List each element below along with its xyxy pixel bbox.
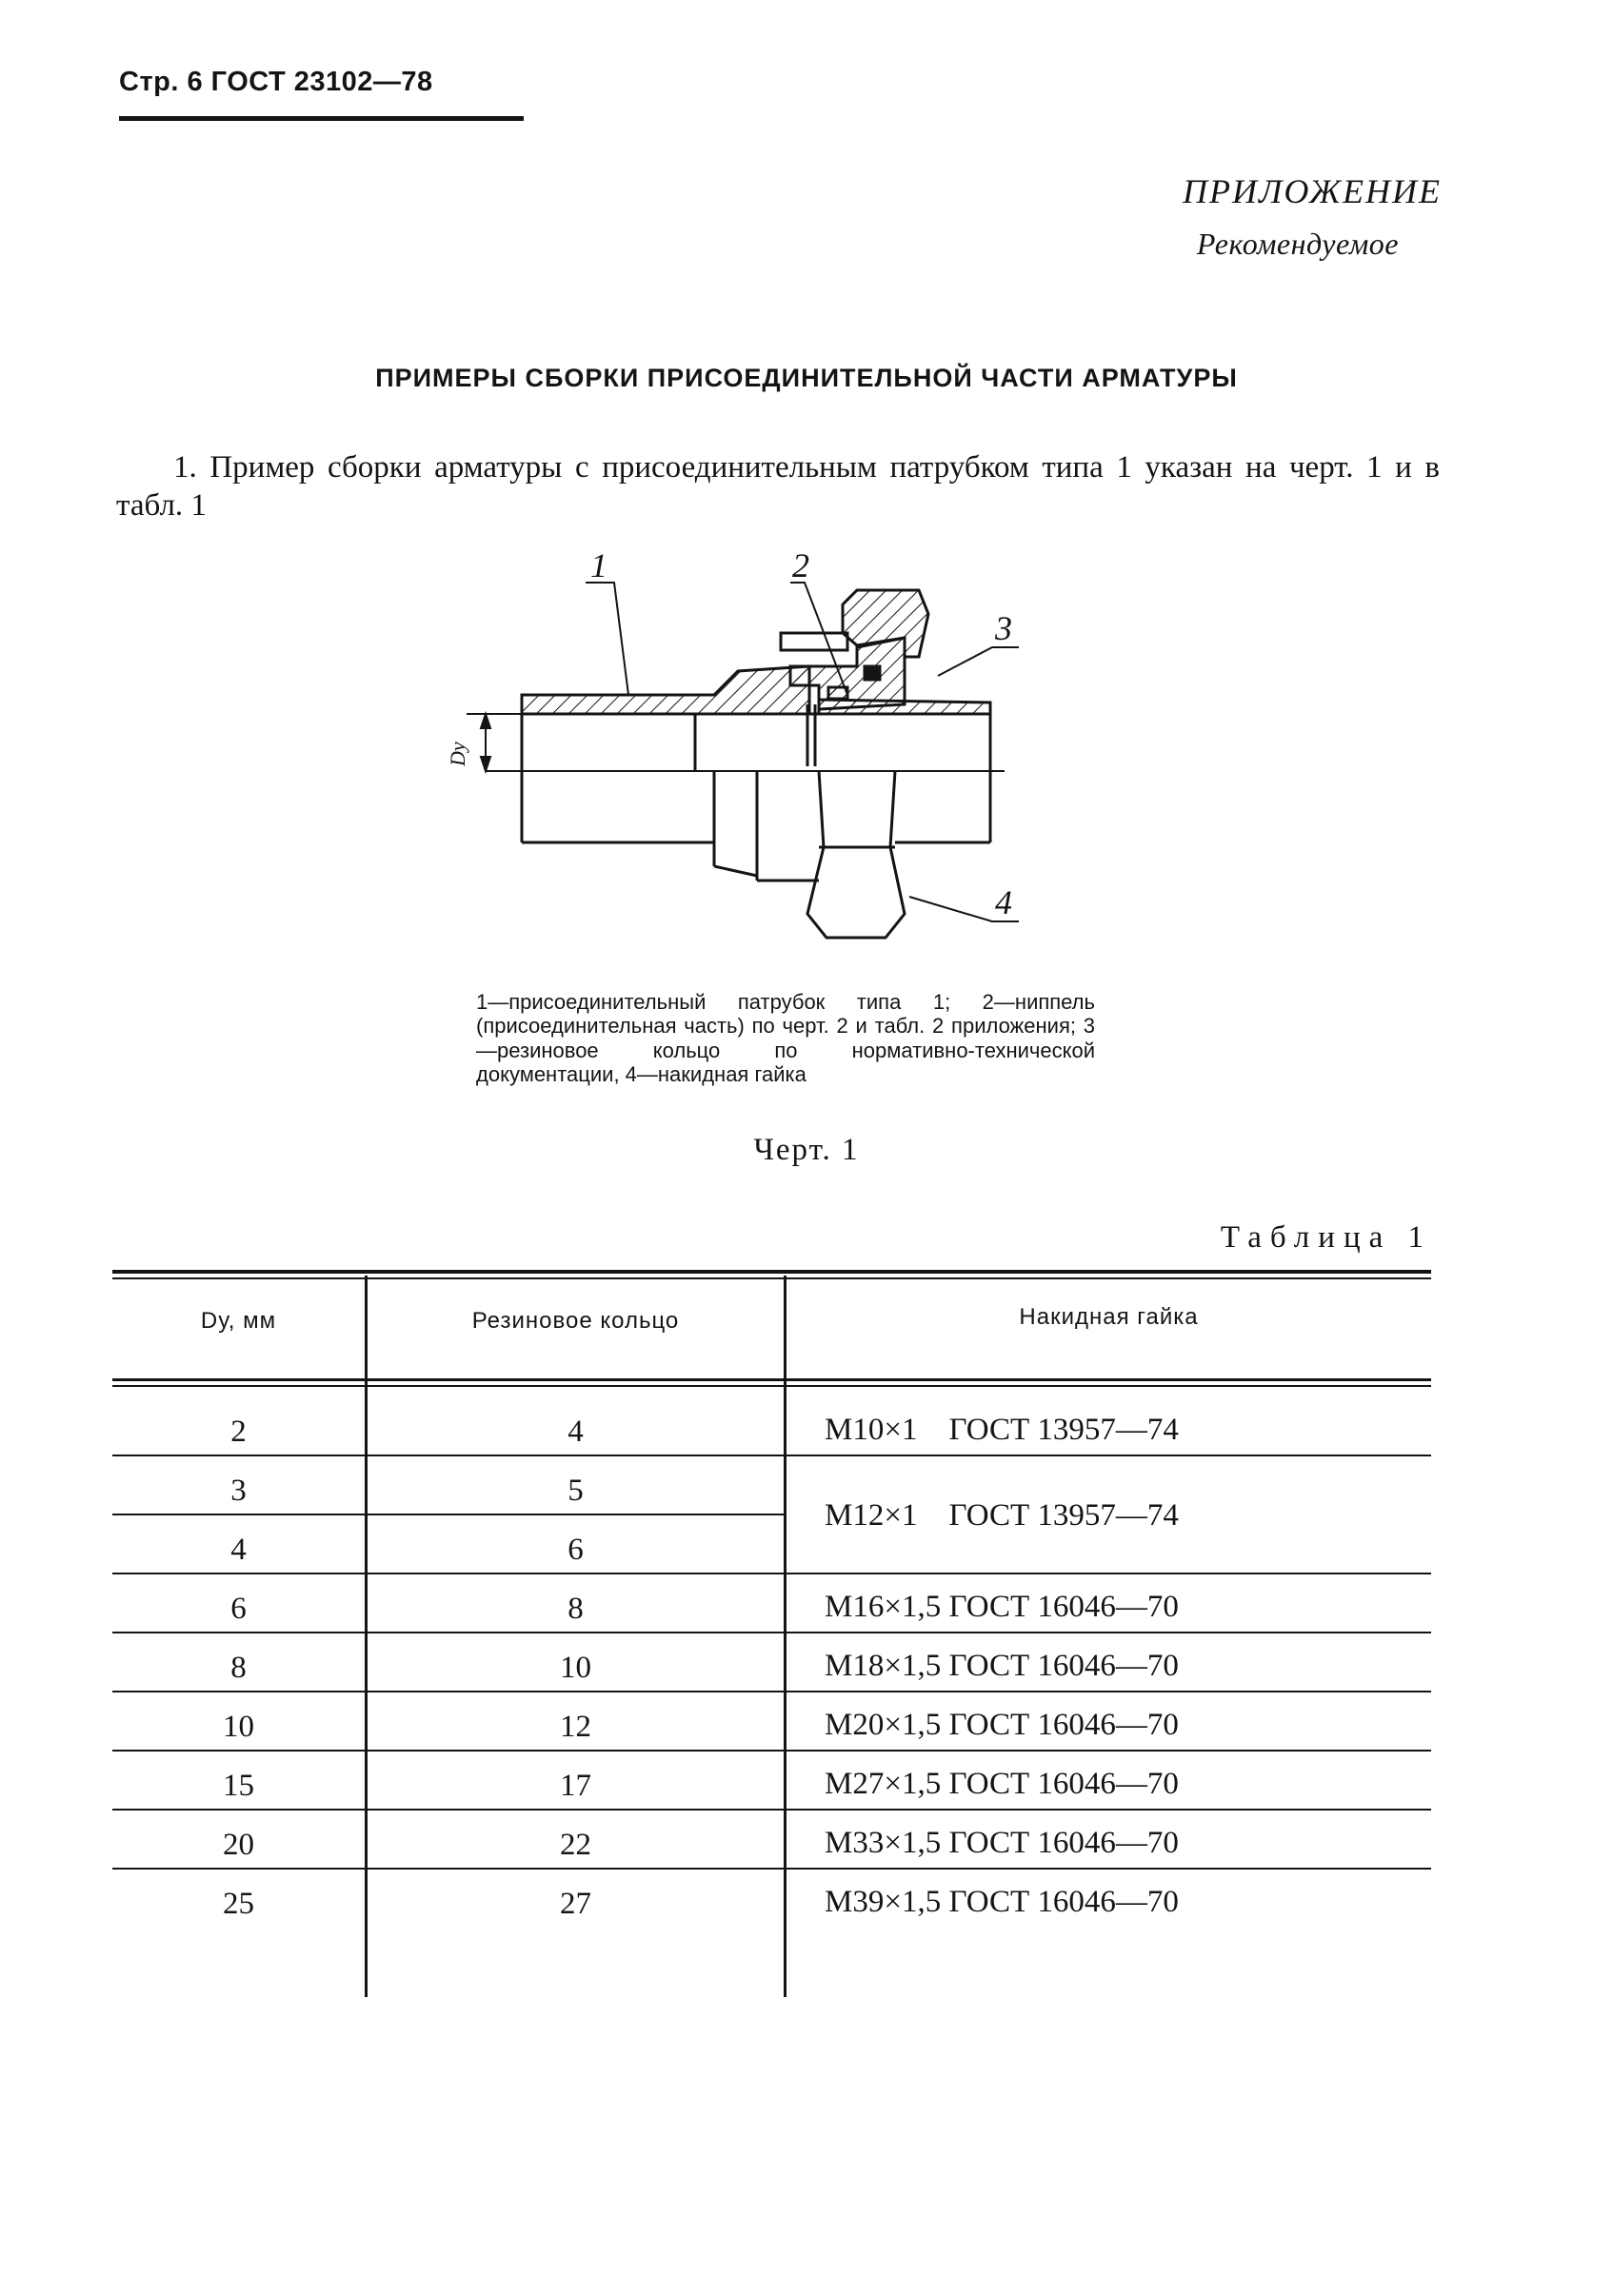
cell-ring: 6 — [568, 1533, 584, 1567]
cell-nut: М39×1,5 ГОСТ 16046—70 — [825, 1885, 1179, 1919]
row-rule — [787, 1455, 1431, 1456]
cell-ring: 5 — [568, 1474, 584, 1508]
row-rule — [787, 1691, 1431, 1692]
cell-nut: М18×1,5 ГОСТ 16046—70 — [825, 1649, 1179, 1683]
table-top-rule — [112, 1270, 1431, 1274]
cell-ring: 8 — [568, 1592, 584, 1626]
callout-4: 4 — [995, 883, 1012, 921]
cell-nut: М10×1 ГОСТ 13957—74 — [825, 1413, 1179, 1447]
row-rule — [787, 1573, 1431, 1574]
cell-ring: 27 — [560, 1887, 591, 1921]
row-rule — [787, 1809, 1431, 1811]
page-header: Стр. 6 ГОСТ 23102—78 — [119, 67, 433, 97]
header-rule — [119, 116, 524, 121]
row-rule — [112, 1514, 787, 1515]
cell-ring: 17 — [560, 1769, 591, 1803]
row-rule — [787, 1868, 1431, 1870]
table-header-rule — [112, 1385, 1431, 1387]
header-ring: Резиновое кольцо — [471, 1308, 680, 1334]
document-title: ПРИМЕРЫ СБОРКИ ПРИСОЕДИНИТЕЛЬНОЙ ЧАСТИ АРМАТУРЫ — [375, 364, 1238, 392]
cell-ring: 10 — [560, 1651, 591, 1685]
cell-nut: М12×1 ГОСТ 13957—74 — [825, 1498, 1179, 1533]
figure-caption: Черт. 1 — [753, 1133, 860, 1167]
dimension-label: Dу — [446, 742, 469, 766]
row-rule — [787, 1750, 1431, 1752]
callout-1: 1 — [590, 546, 607, 584]
header-dy: Dу, мм — [200, 1308, 277, 1334]
cell-dy: 4 — [230, 1533, 247, 1567]
cell-dy: 15 — [223, 1769, 254, 1803]
row-rule — [112, 1691, 787, 1692]
row-rule — [112, 1632, 787, 1633]
row-rule — [112, 1455, 787, 1456]
cell-ring: 22 — [560, 1828, 591, 1862]
table-top-rule — [112, 1277, 1431, 1279]
row-rule — [112, 1809, 787, 1811]
cell-dy: 25 — [223, 1887, 254, 1921]
cell-nut: М27×1,5 ГОСТ 16046—70 — [825, 1767, 1179, 1801]
cell-nut: М33×1,5 ГОСТ 16046—70 — [825, 1826, 1179, 1860]
cell-dy: 2 — [230, 1415, 247, 1449]
row-rule — [112, 1573, 787, 1574]
appendix-status: Рекомендуемое — [1196, 227, 1399, 261]
row-rule — [112, 1868, 787, 1870]
cell-dy: 6 — [230, 1592, 247, 1626]
cell-ring: 4 — [568, 1415, 584, 1449]
cell-nut: М16×1,5 ГОСТ 16046—70 — [825, 1590, 1179, 1624]
table-col-divider — [784, 1276, 787, 1997]
cell-nut: М20×1,5 ГОСТ 16046—70 — [825, 1708, 1179, 1742]
callout-2: 2 — [792, 546, 809, 584]
cell-dy: 20 — [223, 1828, 254, 1862]
drawing-legend: 1—присоединительный патрубок типа 1; 2—ниппель (присоединительная часть) по черт. 2 и табл. 2 приложения; 3—резиновое кольцо по нормативно-технической документации, 4—накидная гайка — [476, 990, 1095, 1086]
assembly-drawing — [409, 533, 1057, 952]
cell-dy: 3 — [230, 1474, 247, 1508]
cell-ring: 12 — [560, 1710, 591, 1744]
row-rule — [112, 1750, 787, 1752]
intro-text: 1. Пример сборки арматуры с присоединительным патрубком типа 1 указан на черт. 1 и в табл. 1 — [116, 450, 1440, 523]
appendix-title: ПРИЛОЖЕНИЕ — [1183, 172, 1442, 210]
callout-3: 3 — [995, 609, 1012, 647]
table-caption: Таблица 1 — [1220, 1220, 1432, 1255]
cell-dy: 8 — [230, 1651, 247, 1685]
row-rule — [787, 1632, 1431, 1633]
table-header-rule — [112, 1378, 1431, 1381]
intro-paragraph — [116, 449, 1440, 525]
cell-dy: 10 — [223, 1710, 254, 1744]
header-nut: Накидная гайка — [1019, 1304, 1199, 1330]
